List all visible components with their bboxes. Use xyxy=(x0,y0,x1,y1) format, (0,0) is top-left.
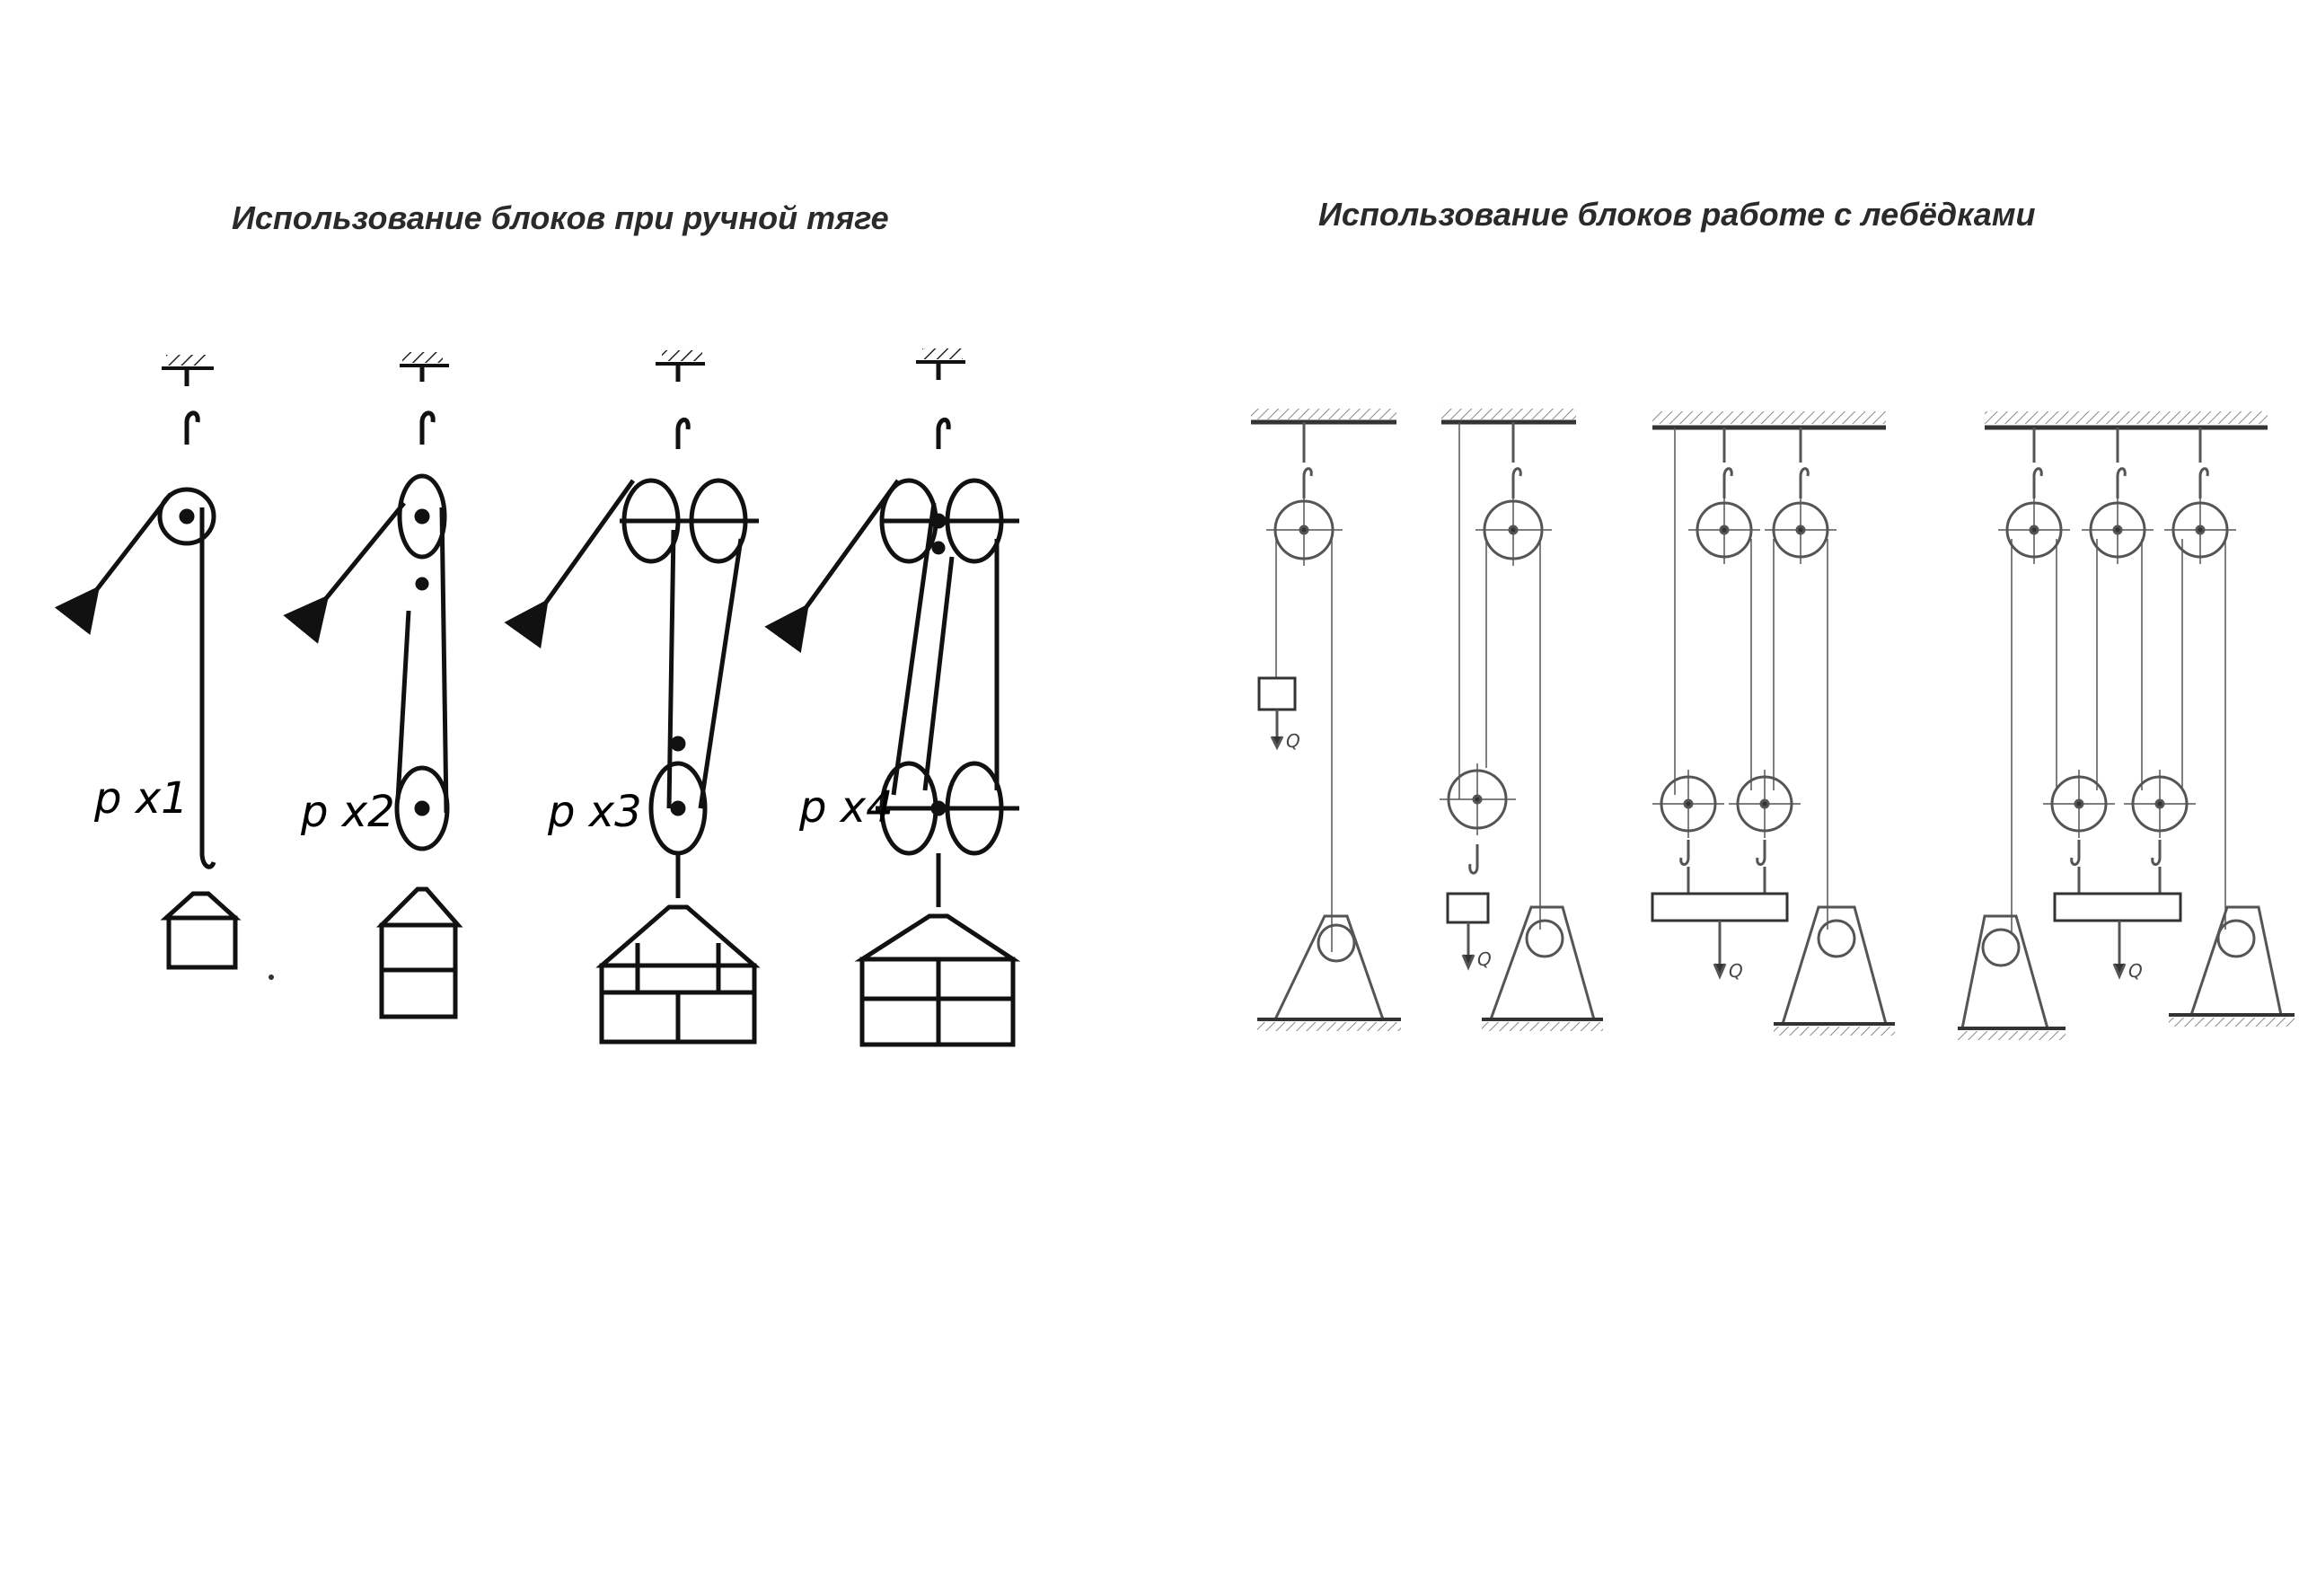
manual-pull-title: Использование блоков при ручной тяге xyxy=(232,199,889,236)
winch-title: Использование блоков работе с лебёдками xyxy=(1318,196,2036,233)
winch-q-2: Q xyxy=(1477,948,1492,970)
winch-q-3: Q xyxy=(1729,960,1743,982)
manual-diagram-1 xyxy=(94,355,235,967)
manual-label-3: р х3 xyxy=(548,787,642,837)
manual-label-2: р х2 xyxy=(301,787,395,837)
manual-label-4: р х4 xyxy=(799,782,894,833)
winch-diagram-4 xyxy=(1958,411,2295,1040)
winch-diagram-3 xyxy=(1652,411,1895,1036)
winch-q-1: Q xyxy=(1286,730,1300,752)
winch-diagram-1 xyxy=(1251,409,1401,1031)
manual-diagram-3 xyxy=(543,350,759,1042)
winch-diagram-2 xyxy=(1440,409,1603,1031)
winch-q-4: Q xyxy=(2128,960,2143,982)
manual-diagram-2 xyxy=(323,352,458,1017)
manual-label-1: р х1 xyxy=(94,773,189,824)
manual-diagram-4 xyxy=(804,348,1019,1045)
